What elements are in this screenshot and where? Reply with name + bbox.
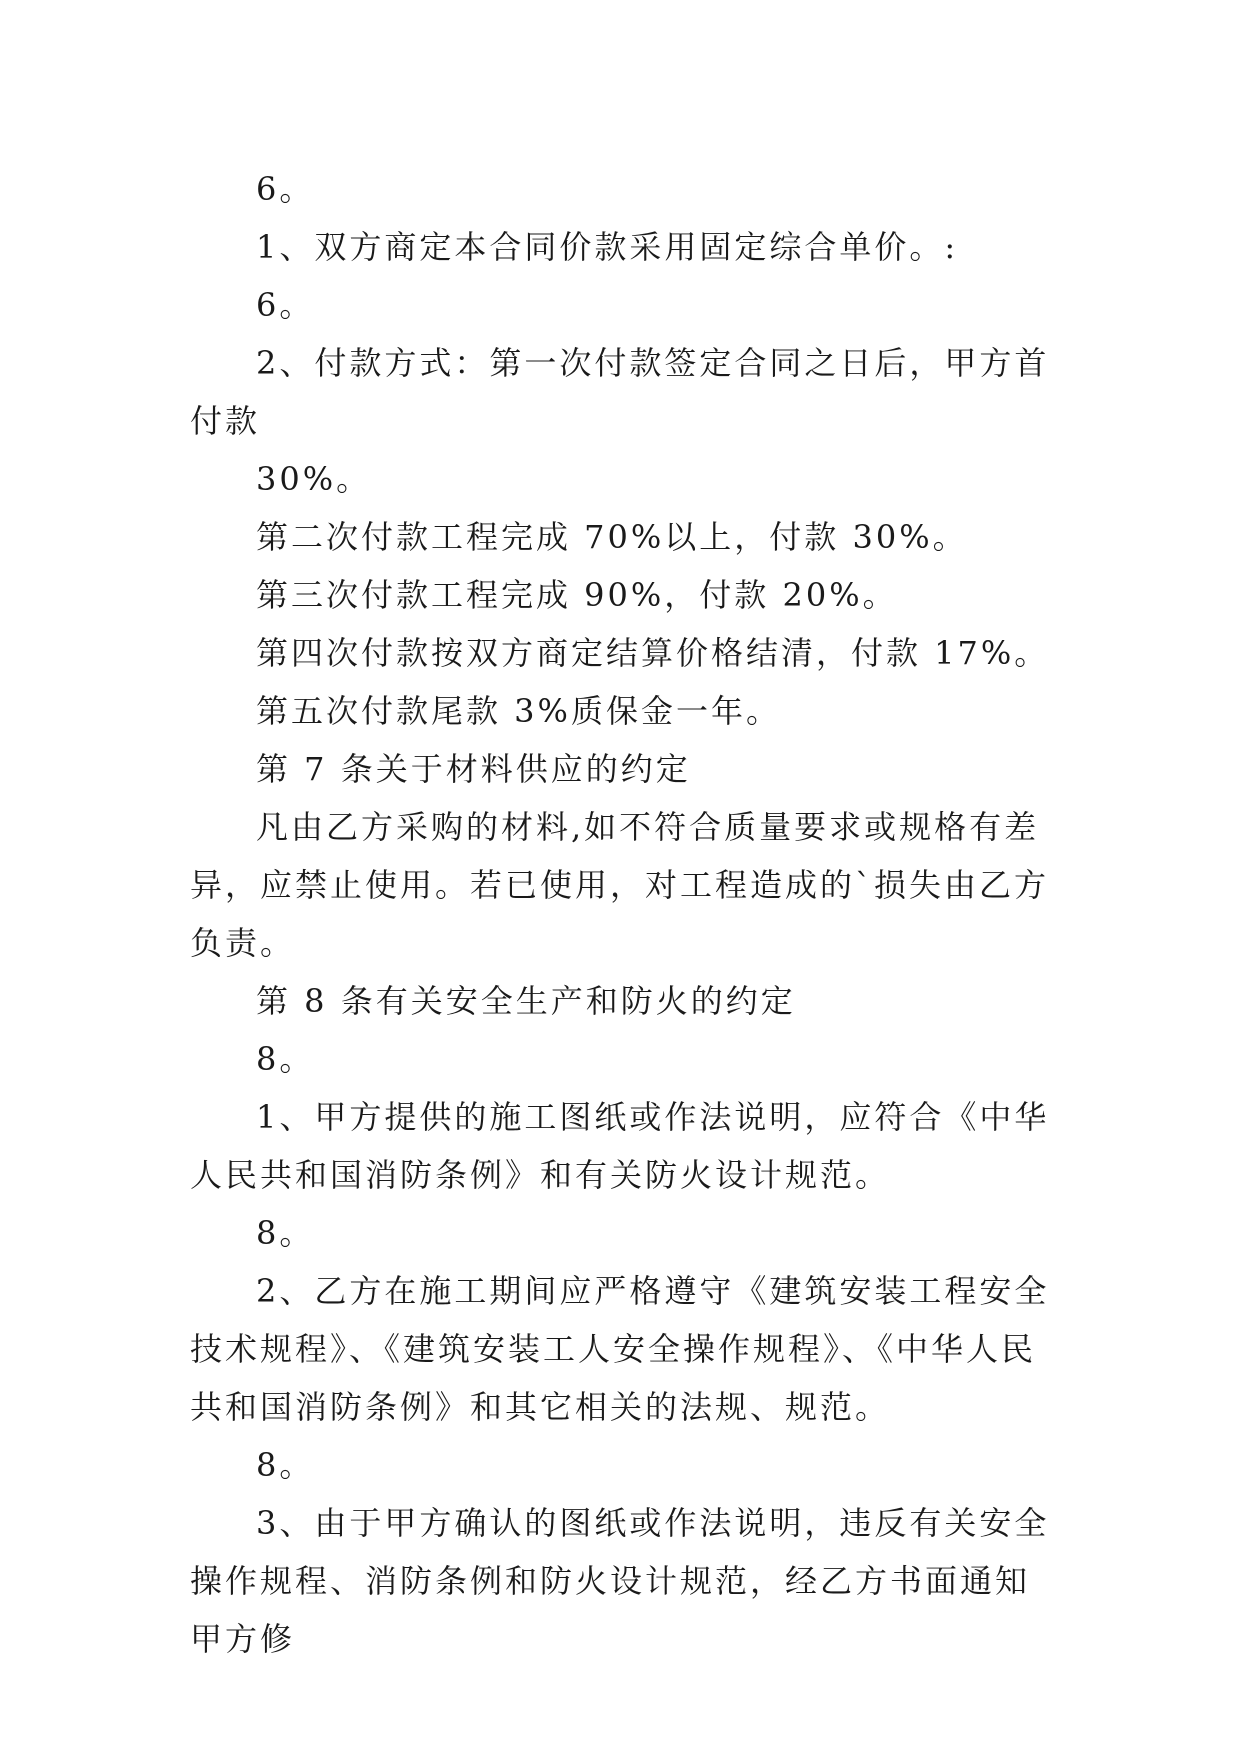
paragraph-first-payment-percent: 30%。 <box>256 460 372 498</box>
paragraph-section-8a: 8。 <box>256 1040 315 1078</box>
heading-article-7: 第 7 条关于材料供应的约定 <box>256 750 691 788</box>
heading-article-8: 第 8 条有关安全生产和防火的约定 <box>256 982 796 1020</box>
document-body <box>190 160 1060 1668</box>
paragraph-fire-code: 1、甲方提供的施工图纸或作法说明，应符合《中华人民共和国消防条例》和有关防火设计规范。 <box>190 1098 1050 1194</box>
paragraph-payment-method: 2、付款方式：第一次付款签定合同之日后，甲方首付款 <box>190 344 1050 440</box>
paragraph-second-payment: 第二次付款工程完成 70%以上，付款 30%。 <box>256 518 968 556</box>
paragraph-section-8c: 8。 <box>256 1446 315 1484</box>
paragraph-materials: 凡由乙方采购的材料,如不符合质量要求或规格有差异，应禁止使用。若已使用，对工程造成的`损失由乙方负责。 <box>190 808 1050 962</box>
paragraph-third-payment: 第三次付款工程完成 90%，付款 20%。 <box>256 576 898 614</box>
paragraph-violation-notice: 3、由于甲方确认的图纸或作法说明，违反有关安全操作规程、消防条例和防火设计规范，经乙方书面通知甲方修 <box>190 1504 1050 1658</box>
paragraph-fifth-payment: 第五次付款尾款 3%质保金一年。 <box>256 692 781 730</box>
paragraph-safety-regulations: 2、乙方在施工期间应严格遵守《建筑安装工程安全技术规程》、《建筑安装工人安全操作规程》、《中华人民共和国消防条例》和其它相关的法规、规范。 <box>190 1272 1050 1426</box>
paragraph-section-6: 6。 <box>256 170 315 208</box>
paragraph-fourth-payment: 第四次付款按双方商定结算价格结清，付款 17%。 <box>256 634 1050 672</box>
paragraph-section-8b: 8。 <box>256 1214 315 1252</box>
paragraph-section-6b: 6。 <box>256 286 315 324</box>
paragraph-price-fixed: 1、双方商定本合同价款采用固定综合单价。: <box>256 228 959 266</box>
